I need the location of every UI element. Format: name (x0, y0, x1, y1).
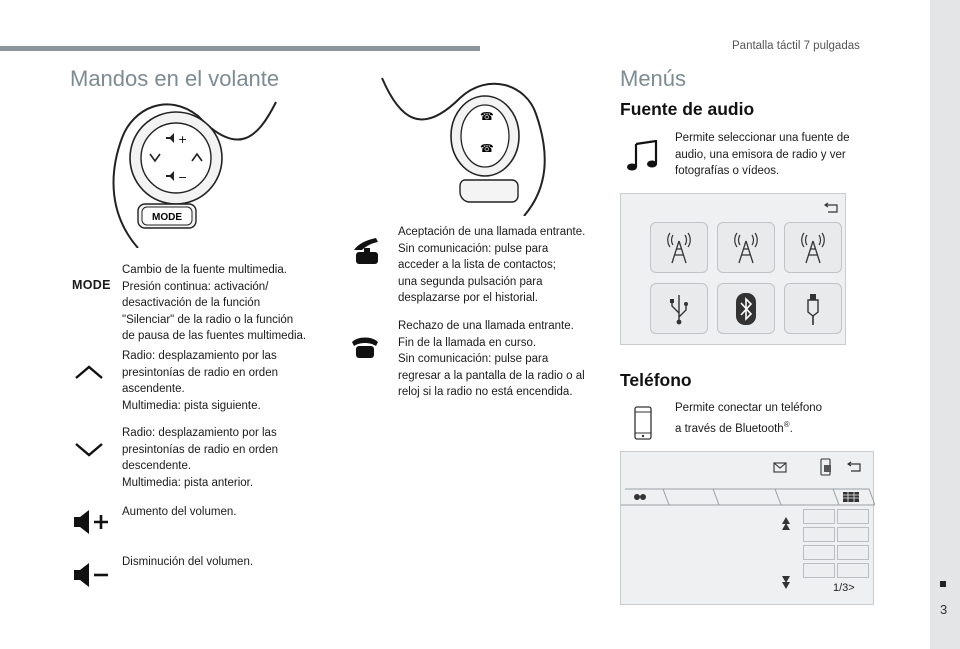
bluetooth-source-tile[interactable] (717, 283, 775, 334)
phone-answer-icon (350, 236, 380, 268)
grid-cell[interactable] (803, 509, 835, 524)
grid-cell[interactable] (803, 545, 835, 560)
phone-description-end: . (789, 422, 793, 435)
grid-cell[interactable] (837, 509, 869, 524)
phone-title: Teléfono (620, 370, 692, 390)
radio-source-tile-2[interactable] (717, 222, 775, 273)
wheel-mode-label: MODE (152, 212, 182, 223)
page-side-strip (930, 0, 960, 649)
continue-marker (940, 581, 946, 587)
music-note-icon (626, 140, 660, 172)
audio-source-title: Fuente de audio (620, 99, 755, 119)
radio-source-tile-1[interactable] (650, 222, 708, 273)
back-icon[interactable] (847, 461, 863, 473)
phone-tab-bar (621, 488, 875, 506)
aux-jack-icon (805, 292, 821, 326)
volume-down-description: Disminución del volumen. (122, 556, 254, 568)
chevron-down-description: Radio: desplazamiento por las presintonías de radio en orden descendente. Multimedia: pista anterior. (122, 427, 278, 489)
back-icon[interactable] (824, 202, 840, 214)
radio-tower-icon (664, 231, 694, 265)
menus-title: Menús (620, 66, 687, 91)
page-number: 3 (940, 602, 948, 617)
steering-wheel-right-illustration (376, 76, 552, 216)
radio-source-tile-3[interactable] (784, 222, 842, 273)
mode-label: MODE (72, 278, 111, 292)
svg-text:+: + (178, 133, 188, 146)
volume-down-icon (72, 562, 112, 588)
steering-wheel-left-illustration (108, 98, 278, 248)
top-divider-bar (0, 46, 480, 51)
audio-source-description: Permite seleccionar una fuente de audio, una emisora de radio y ver fotografías o vídeos. (675, 132, 850, 178)
steering-controls-title: Mandos en el volante (70, 66, 280, 91)
registered-mark: ® (783, 419, 790, 429)
grid-cell[interactable] (837, 527, 869, 542)
phone-description-text: Permite conectar un teléfono a través de Bluetooth (675, 402, 823, 435)
chevron-down-icon (74, 442, 104, 458)
grid-cell[interactable] (803, 527, 835, 542)
chevron-up-description: Radio: desplazamiento por las presintonías de radio en orden ascendente. Multimedia: pista siguiente. (122, 350, 278, 412)
page-indicator[interactable]: 1/3> (833, 582, 855, 594)
volume-up-description: Aumento del volumen. (122, 506, 237, 518)
usb-icon (668, 293, 690, 325)
phone-hangup-description: Rechazo de una llamada entrante. Fin de la llamada en curso. Sin comunicación: pulse para regresar a la pantalla de la radio o al reloj si la radio no está encendida. (398, 320, 585, 399)
grid-cell[interactable] (837, 563, 869, 578)
svg-text:☎: ☎ (480, 110, 494, 123)
smartphone-icon (634, 406, 652, 440)
radio-tower-icon (798, 231, 828, 265)
message-icon[interactable] (773, 461, 787, 473)
phone-answer-description: Aceptación de una llamada entrante. Sin comunicación: pulse para acceder a la lista de contactos; una segunda pulsación para desplazarse por el historial. (398, 226, 586, 305)
grid-cell[interactable] (837, 545, 869, 560)
phone-description (675, 400, 822, 437)
mode-description: Cambio de la fuente multimedia. Presión continua: activación/ desactivación de la función "Silenciar" de la radio o la función de pausa de las fuentes multimedia. (122, 264, 307, 343)
volume-up-icon (72, 509, 112, 535)
chapter-header: Pantalla táctil 7 pulgadas (732, 40, 860, 52)
svg-text:☎: ☎ (480, 142, 494, 155)
grid-cell[interactable] (803, 563, 835, 578)
scroll-arrows[interactable] (781, 514, 791, 598)
chevron-up-icon (74, 364, 104, 380)
aux-source-tile[interactable] (784, 283, 842, 334)
phone-settings-icon[interactable] (819, 458, 833, 476)
svg-text:−: − (178, 171, 188, 184)
radio-tower-icon (731, 231, 761, 265)
usb-source-tile[interactable] (650, 283, 708, 334)
phone-screen (620, 451, 874, 605)
phone-hangup-icon (350, 334, 380, 360)
bluetooth-icon (735, 292, 757, 326)
audio-source-screen (620, 193, 846, 345)
